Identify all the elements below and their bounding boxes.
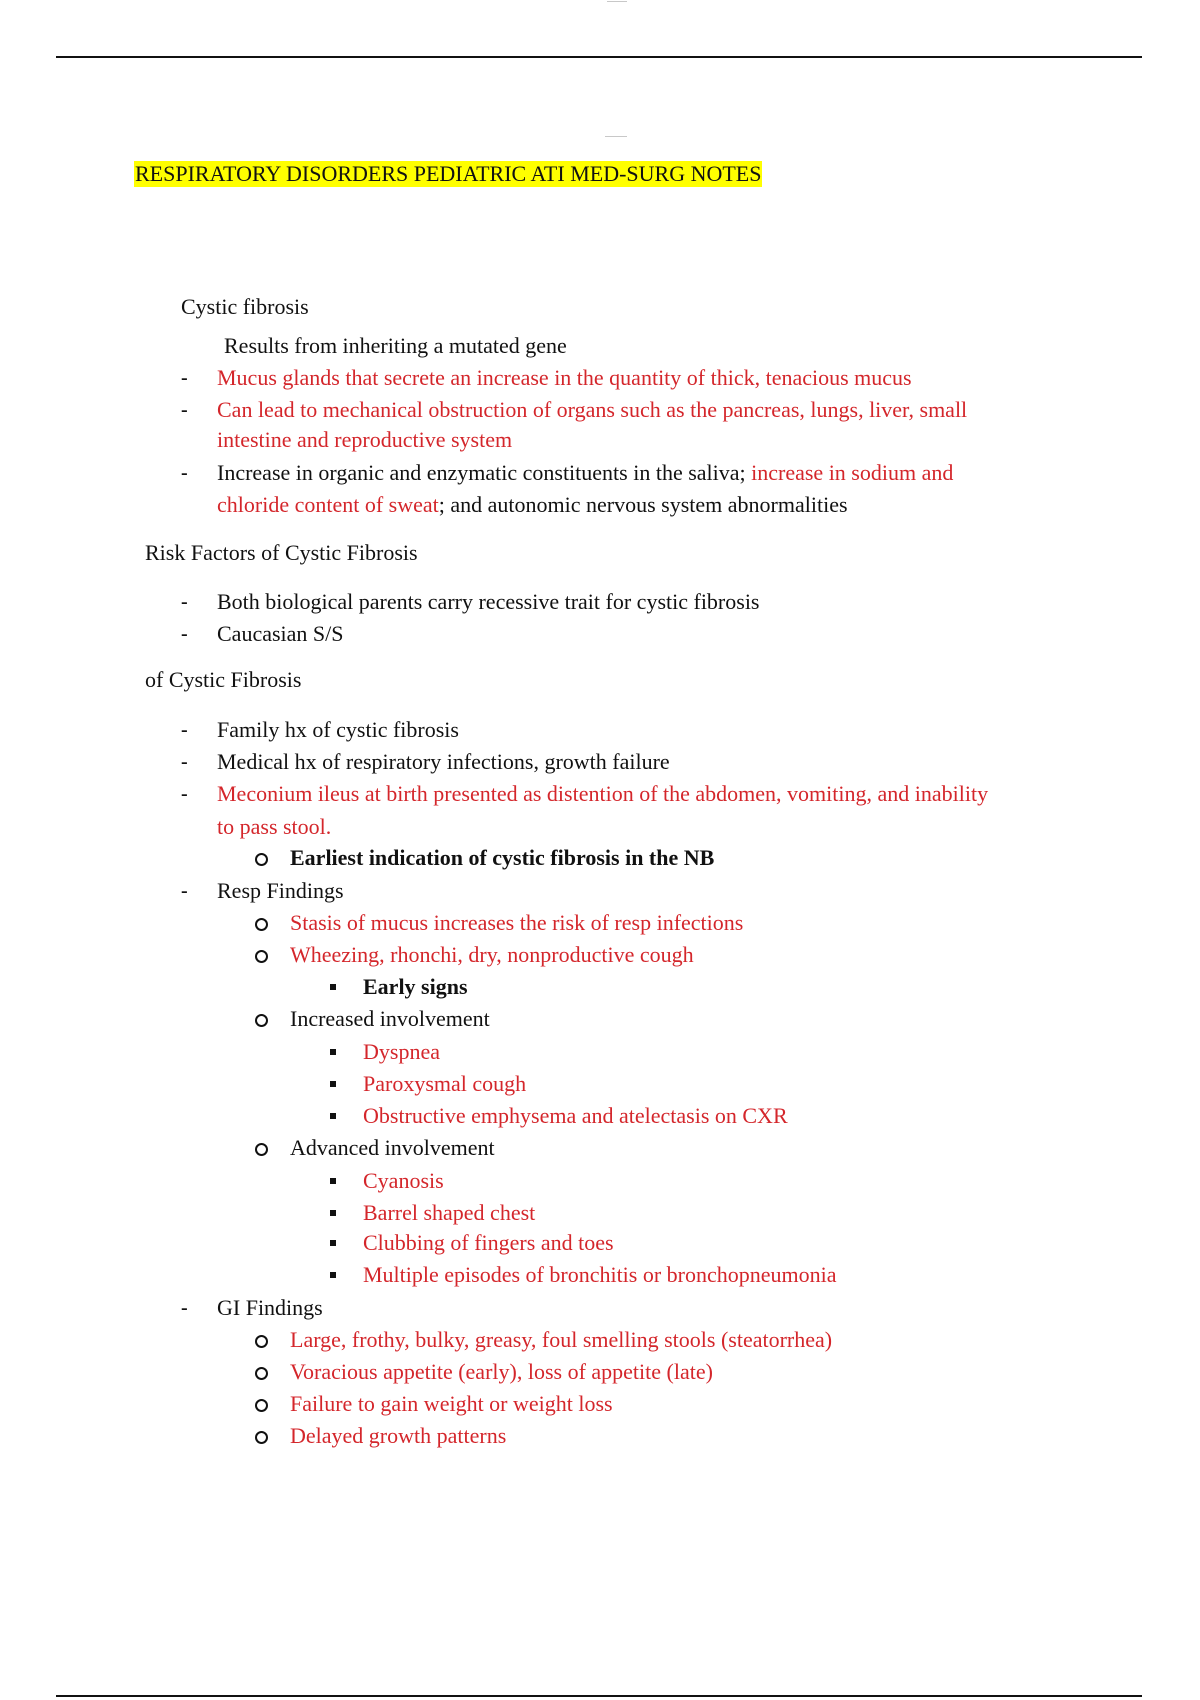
signs-bullet-meconium-line2: to pass stool. [217,814,332,839]
autonomic-text: ; and autonomic nervous system abnormalities [438,492,848,517]
square-bullet [330,984,336,990]
meconium-sub-earliest: Earliest indication of cystic fibrosis in the NB [290,845,715,870]
page-mark-mid [605,136,627,137]
square-bullet [330,1272,336,1278]
dash-bullet: - [181,462,188,484]
page-mark-top [607,1,627,2]
dash-bullet: - [181,623,188,645]
circle-bullet [255,1399,268,1412]
bottom-rule [56,1695,1142,1697]
dash-bullet: - [181,399,188,421]
resp-dyspnea: Dyspnea [363,1039,440,1064]
circle-bullet [255,1143,268,1156]
gi-stools: Large, frothy, bulky, greasy, foul smelling stools (steatorrhea) [290,1327,833,1352]
sweat-text: chloride content of sweat [217,492,439,517]
resp-wheezing: Wheezing, rhonchi, dry, nonproductive cough [290,942,694,967]
square-bullet [330,1113,336,1119]
resp-findings-label: Resp Findings [217,878,344,903]
square-bullet [330,1210,336,1216]
saliva-text: Increase in organic and enzymatic constituents in the saliva; [217,460,752,485]
gi-weight: Failure to gain weight or weight loss [290,1391,613,1416]
resp-barrel-chest: Barrel shaped chest [363,1200,536,1225]
sodium-text: increase in sodium and [751,460,954,485]
dash-bullet: - [181,751,188,773]
resp-early-signs: Early signs [363,974,468,999]
resp-paroxysmal-cough: Paroxysmal cough [363,1071,527,1096]
section-heading-signs: of Cystic Fibrosis [145,667,302,692]
dash-bullet: - [181,719,188,741]
resp-advanced-involvement: Advanced involvement [290,1135,495,1160]
square-bullet [330,1178,336,1184]
square-bullet [330,1081,336,1087]
resp-cyanosis: Cyanosis [363,1168,444,1193]
risk-bullet-parents: Both biological parents carry recessive trait for cystic fibrosis [217,589,760,614]
cf-bullet-mucus-glands: Mucus glands that secrete an increase in the quantity of thick, tenacious mucus [217,365,912,390]
resp-clubbing: Clubbing of fingers and toes [363,1230,614,1255]
section-heading-cystic-fibrosis: Cystic fibrosis [181,294,309,319]
resp-stasis: Stasis of mucus increases the risk of resp infections [290,910,744,935]
gi-appetite: Voracious appetite (early), loss of appetite (late) [290,1359,713,1384]
cf-bullet-saliva-line1 [217,458,953,488]
signs-bullet-medical-hx: Medical hx of respiratory infections, growth failure [217,749,670,774]
circle-bullet [255,918,268,931]
signs-bullet-family-hx: Family hx of cystic fibrosis [217,717,459,742]
circle-bullet [255,853,268,866]
dash-bullet: - [181,1297,188,1319]
circle-bullet [255,950,268,963]
resp-emphysema: Obstructive emphysema and atelectasis on CXR [363,1103,788,1128]
circle-bullet [255,1014,268,1027]
gi-findings-label: GI Findings [217,1295,323,1320]
cf-intro: Results from inheriting a mutated gene [224,333,567,358]
dash-bullet: - [181,591,188,613]
resp-bronchitis: Multiple episodes of bronchitis or bronchopneumonia [363,1262,837,1287]
dash-bullet: - [181,880,188,902]
circle-bullet [255,1367,268,1380]
cf-bullet-saliva-line2 [217,490,848,520]
square-bullet [330,1240,336,1246]
dash-bullet: - [181,367,188,389]
dash-bullet: - [181,783,188,805]
cf-bullet-obstruction-line2: intestine and reproductive system [217,427,513,452]
risk-bullet-caucasian: Caucasian S/S [217,621,344,646]
circle-bullet [255,1335,268,1348]
gi-growth: Delayed growth patterns [290,1423,507,1448]
top-rule [56,56,1142,58]
square-bullet [330,1049,336,1055]
resp-increased-involvement: Increased involvement [290,1006,490,1031]
circle-bullet [255,1431,268,1444]
page-title: RESPIRATORY DISORDERS PEDIATRIC ATI MED-SURG NOTES [135,161,762,186]
signs-bullet-meconium-line1: Meconium ileus at birth presented as distention of the abdomen, vomiting, and inability [217,781,989,806]
section-heading-risk-factors: Risk Factors of Cystic Fibrosis [145,540,418,565]
cf-bullet-obstruction-line1: Can lead to mechanical obstruction of organs such as the pancreas, lungs, liver, small [217,397,968,422]
